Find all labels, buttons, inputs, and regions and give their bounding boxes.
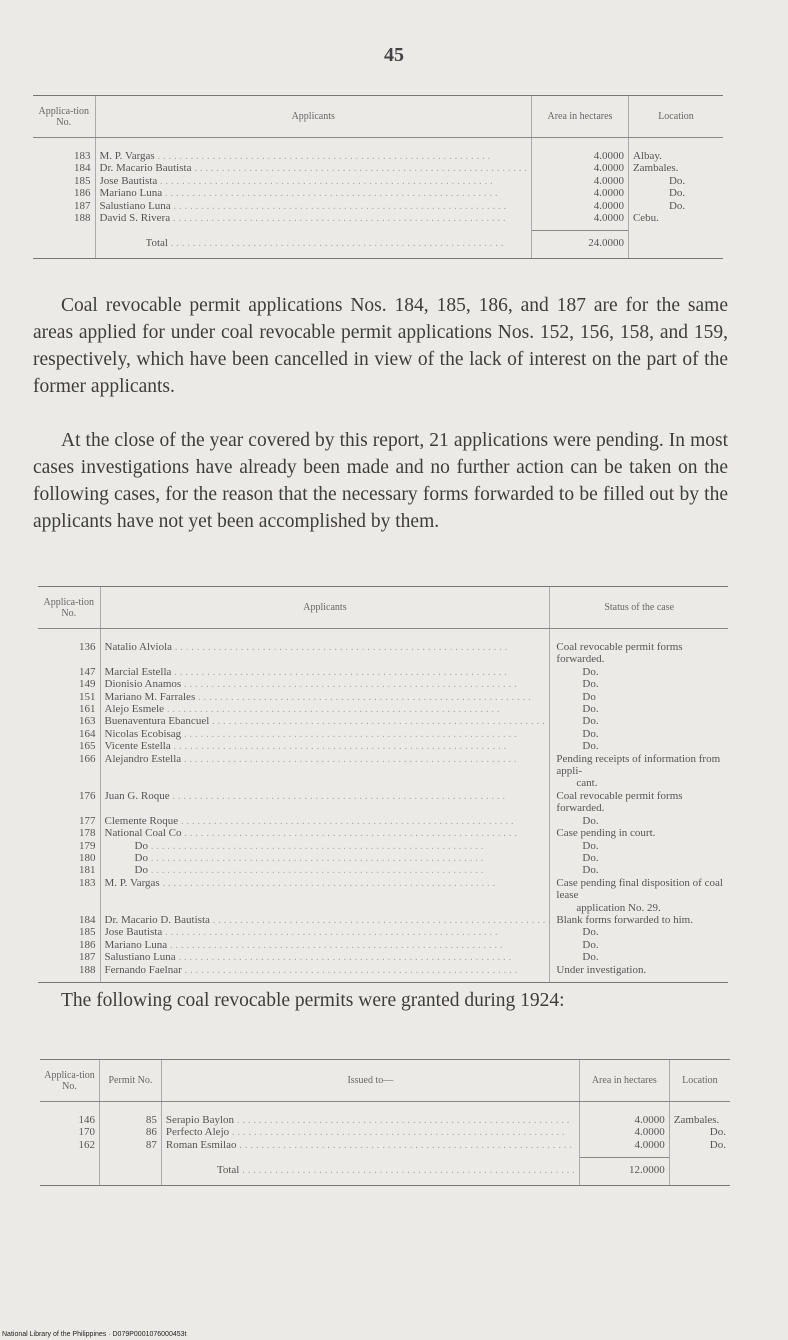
case-status-text: Do.: [582, 665, 599, 678]
application-no: 177: [79, 814, 96, 827]
case-status-text: Do.: [582, 678, 599, 691]
column-header-area: Area in hectares: [531, 96, 628, 138]
application-no: 184: [74, 162, 91, 175]
table-row: [38, 629, 728, 666]
total-label: Total . . .: [146, 237, 527, 249]
applicant-name: [100, 703, 550, 715]
application-no: 162: [78, 1138, 95, 1151]
applicant-name: [100, 964, 550, 983]
table-row: [38, 964, 728, 983]
application-no: 184: [79, 913, 96, 926]
column-header-applicants: Applicants: [95, 96, 531, 138]
application-no: 186: [74, 187, 91, 200]
applications-table-1: [33, 95, 723, 259]
table-row: [38, 703, 728, 715]
issued-to: [161, 1102, 579, 1127]
granted-permits-table: [40, 1059, 730, 1186]
case-status-text: Do.: [582, 926, 599, 939]
table-row: [38, 740, 728, 752]
table-row: [38, 815, 728, 827]
applicant-name-text: Jose Bautista . . .: [100, 175, 527, 187]
applicant-name-text: David S. Rivera . . .: [100, 212, 527, 224]
issued-to-text: Serapio Baylon . . .: [166, 1114, 575, 1126]
case-status: [550, 864, 728, 876]
case-status-text: Do.: [582, 864, 599, 877]
column-header-applicants: Applicants: [100, 587, 550, 629]
case-status: [550, 852, 728, 864]
case-status-text: Coal revocable permit forms forwarded.: [556, 641, 683, 666]
applicant-name: [95, 212, 531, 231]
applicant-name: [100, 740, 550, 752]
case-status: [550, 740, 728, 752]
case-status-text: Coal revocable permit forms forwarded.: [556, 789, 683, 815]
area-hectares: 4.0000: [531, 138, 628, 163]
table-row: [38, 678, 728, 690]
table-row: [33, 162, 723, 174]
applicant-name-text: Nicolas Ecobisag . . .: [105, 728, 546, 740]
paragraph-2-text: At the close of the year covered by this report, 21 applications were pending. In most cases investigations have already been made and no further action can be taken on the following cases, for the reason that the necessary forms forwarded to be filled out by the applicants have not yet been accomplished by them.: [33, 430, 728, 532]
applicant-name-text: Buenaventura Ebancuel . . .: [105, 715, 546, 727]
table-row: [33, 212, 723, 231]
applicant-name-text: Mariano Luna . . .: [105, 939, 546, 951]
application-no: 147: [79, 665, 96, 678]
application-no: 166: [79, 752, 96, 765]
case-status: [550, 666, 728, 678]
area-hectares: 4.0000: [531, 212, 628, 231]
page-number: 45: [384, 44, 404, 66]
table-row: [38, 852, 728, 864]
case-status-text: Do.: [582, 851, 599, 864]
applicant-name-text: National Coal Co . . .: [105, 827, 546, 839]
applicant-name: [95, 187, 531, 199]
area-hectares: 4.0000: [579, 1139, 669, 1158]
application-no: 183: [79, 876, 96, 889]
applicant-name: [95, 175, 531, 187]
applicant-name-text: Juan G. Roque . . .: [105, 790, 546, 802]
case-status-text: Case pending final disposition of coal lease: [556, 876, 723, 902]
applicant-name: [100, 691, 550, 703]
applicant-name: [100, 715, 550, 727]
column-header-application-no: Applica-tion No.: [38, 587, 100, 629]
case-status: [550, 939, 728, 951]
table-row: [38, 951, 728, 963]
pending-applications-table: [38, 586, 728, 983]
table-row: [38, 715, 728, 727]
table-row: [38, 691, 728, 703]
case-status-text: Do.: [582, 938, 599, 951]
case-status-text: Do.: [582, 740, 599, 753]
table-row: [38, 728, 728, 740]
area-hectares: 4.0000: [579, 1102, 669, 1127]
library-footer: National Library of the Philippines · D079P0001076000453t: [2, 1331, 187, 1338]
applicant-name-text: Do . . .: [105, 864, 546, 876]
case-status: [550, 753, 728, 790]
table-row: [38, 827, 728, 839]
table-row: [38, 753, 728, 790]
applicant-name-text: Vicente Estella . . .: [105, 740, 546, 752]
area-hectares: 4.0000: [531, 162, 628, 174]
table-row: [33, 187, 723, 199]
case-status: [550, 877, 728, 914]
total-value: 12.0000: [579, 1158, 669, 1185]
table-row: [40, 1139, 730, 1158]
column-header-status: Status of the case: [550, 587, 728, 629]
table-row: [38, 877, 728, 914]
application-no: 185: [79, 926, 96, 939]
applicant-name-text: Alejo Esmele . . .: [105, 703, 546, 715]
applicant-name: [95, 200, 531, 212]
applicant-name-text: Mariano M. Farrales . . .: [105, 691, 546, 703]
column-header-permit-no: Permit No.: [100, 1060, 162, 1102]
column-header-application-no: Applica-tion No.: [40, 1060, 100, 1102]
application-no: 151: [79, 690, 96, 703]
applicant-name-text: Alejandro Estella . . .: [105, 753, 546, 765]
applicant-name: [100, 877, 550, 914]
location: Do.: [628, 187, 723, 199]
case-status: [550, 815, 728, 827]
application-no: 136: [79, 641, 96, 653]
table-row: [38, 914, 728, 926]
table-row: [33, 200, 723, 212]
case-status-text: Do.: [582, 727, 599, 740]
case-status: [550, 951, 728, 963]
table-row: [38, 840, 728, 852]
location: Zambales.: [669, 1102, 730, 1127]
paragraph-1-text: Coal revocable permit applications Nos. 184, 185, 186, and 187 are for the same areas applied for under coal revocable permit applications Nos. 152, 156, 158, and 159, respectively, which have been cancelled in view of the lack of interest on the part of the former applicants.: [33, 295, 728, 397]
location: Zambales.: [628, 162, 723, 174]
application-no: 187: [74, 199, 91, 212]
applicant-name: [100, 728, 550, 740]
applicant-name: [100, 914, 550, 926]
applicant-name: [100, 815, 550, 827]
application-no: 149: [79, 678, 96, 691]
applicant-name: [100, 629, 550, 666]
applicant-name-text: Dionisio Anamos . . .: [105, 678, 546, 690]
table-row: [38, 790, 728, 815]
column-header-issued-to: Issued to—: [161, 1060, 579, 1102]
case-status: [550, 790, 728, 815]
location: Do.: [628, 200, 723, 212]
case-status-text: Do.: [582, 814, 599, 827]
applicant-name: [100, 753, 550, 790]
applicant-name: [100, 926, 550, 938]
column-header-location: Location: [628, 96, 723, 138]
case-status-text: Case pending in court.: [556, 827, 656, 840]
case-status: [550, 926, 728, 938]
total-value: 24.0000: [531, 231, 628, 258]
case-status-text: Under investigation.: [556, 963, 647, 976]
column-header-location: Location: [669, 1060, 730, 1102]
application-no: 187: [79, 951, 96, 964]
issued-to-text: Perfecto Alejo . . .: [166, 1126, 575, 1138]
applicant-name-text: Dr. Macario D. Bautista . . .: [105, 914, 546, 926]
case-status: [550, 840, 728, 852]
paragraph-pending-applications: [33, 427, 728, 535]
application-no: 185: [74, 174, 91, 187]
applicant-name: [100, 864, 550, 876]
applicant-name: [100, 852, 550, 864]
application-no: 164: [79, 727, 96, 740]
area-hectares: 4.0000: [531, 200, 628, 212]
location: Do.: [669, 1139, 730, 1158]
case-status-text: Do.: [582, 703, 599, 716]
case-status: [550, 914, 728, 926]
applicant-name-text: M. P. Vargas . . .: [100, 150, 527, 162]
table-row: [38, 939, 728, 951]
applicant-name: [95, 162, 531, 174]
area-hectares: 4.0000: [579, 1126, 669, 1138]
column-header-area: Area in hectares: [579, 1060, 669, 1102]
applicant-name: [100, 939, 550, 951]
case-status: [550, 827, 728, 839]
applicant-name: [100, 790, 550, 815]
application-no: 178: [79, 827, 96, 840]
area-hectares: 4.0000: [531, 187, 628, 199]
applicant-name-text: M. P. Vargas . . .: [105, 877, 546, 889]
case-status: [550, 629, 728, 666]
applicant-name-text: Fernando Faelnar . . .: [105, 964, 546, 976]
location: Cebu.: [628, 212, 723, 231]
table-row: [40, 1102, 730, 1127]
application-no: 183: [74, 150, 91, 162]
case-status-text: Do.: [582, 715, 599, 728]
paragraph-3-text: The following coal revocable permits were granted during 1924:: [61, 990, 565, 1011]
case-status: [550, 691, 728, 703]
case-status-text: Do.: [582, 951, 599, 964]
case-status: [550, 964, 728, 983]
applicant-name: [100, 840, 550, 852]
applicant-name-text: Marcial Estella . . .: [105, 666, 546, 678]
applicant-name: [100, 827, 550, 839]
table-row: [38, 926, 728, 938]
application-no: 161: [79, 703, 96, 716]
case-status-text: Do: [582, 690, 596, 703]
application-no: 176: [79, 789, 96, 802]
permit-no: 87: [100, 1139, 162, 1158]
column-header-application-no: Applica-tion No.: [33, 96, 95, 138]
applicant-name: [100, 666, 550, 678]
issued-to: [161, 1126, 579, 1138]
case-status: [550, 715, 728, 727]
applicant-name: [100, 951, 550, 963]
table-row: [33, 138, 723, 163]
table-row: [33, 175, 723, 187]
application-no: 188: [74, 212, 91, 225]
location: Do.: [669, 1126, 730, 1138]
application-no: 163: [79, 715, 96, 728]
application-no: 165: [79, 740, 96, 753]
case-status-text: Blank forms forwarded to him.: [556, 913, 693, 926]
permit-no: 85: [100, 1102, 162, 1127]
application-no: 146: [78, 1114, 95, 1126]
paragraph-cancelled-applications: [33, 292, 728, 400]
applicant-name-text: Do . . .: [105, 840, 546, 852]
case-status: [550, 678, 728, 690]
table-row: [38, 864, 728, 876]
case-status-continuation: application No. 29.: [576, 901, 661, 914]
applicant-name-text: Do . . .: [105, 852, 546, 864]
applicant-name: [100, 678, 550, 690]
application-no: 186: [79, 938, 96, 951]
location: Do.: [628, 175, 723, 187]
case-status: [550, 728, 728, 740]
applicant-name-text: Salustiano Luna . . .: [100, 200, 527, 212]
case-status-continuation: cant.: [576, 777, 598, 790]
applicant-name-text: Jose Bautista . . .: [105, 926, 546, 938]
case-status: [550, 703, 728, 715]
applicant-name: [95, 138, 531, 163]
case-status-text: Pending receipts of information from appli-: [556, 752, 721, 778]
application-no: 170: [78, 1126, 95, 1139]
applicant-name-text: Salustiano Luna . . .: [105, 951, 546, 963]
application-no: 179: [79, 839, 96, 852]
permit-no: 86: [100, 1126, 162, 1138]
area-hectares: 4.0000: [531, 175, 628, 187]
issued-to-text: Roman Esmilao . . .: [166, 1139, 575, 1151]
application-no: 181: [79, 864, 96, 877]
table-row: [40, 1126, 730, 1138]
applicant-name-text: Dr. Macario Bautista . . .: [100, 162, 527, 174]
issued-to: [161, 1139, 579, 1158]
applicant-name-text: Mariano Luna . . .: [100, 187, 527, 199]
location: Albay.: [628, 138, 723, 163]
table-row: [38, 666, 728, 678]
case-status-text: Do.: [582, 839, 599, 852]
total-label: Total . . .: [217, 1164, 575, 1176]
application-no: 188: [38, 964, 100, 983]
applicant-name-text: Natalio Alviola . . .: [105, 641, 546, 653]
paragraph-granted-permits: [33, 987, 728, 1014]
application-no: 180: [79, 851, 96, 864]
applicant-name-text: Clemente Roque . . .: [105, 815, 546, 827]
